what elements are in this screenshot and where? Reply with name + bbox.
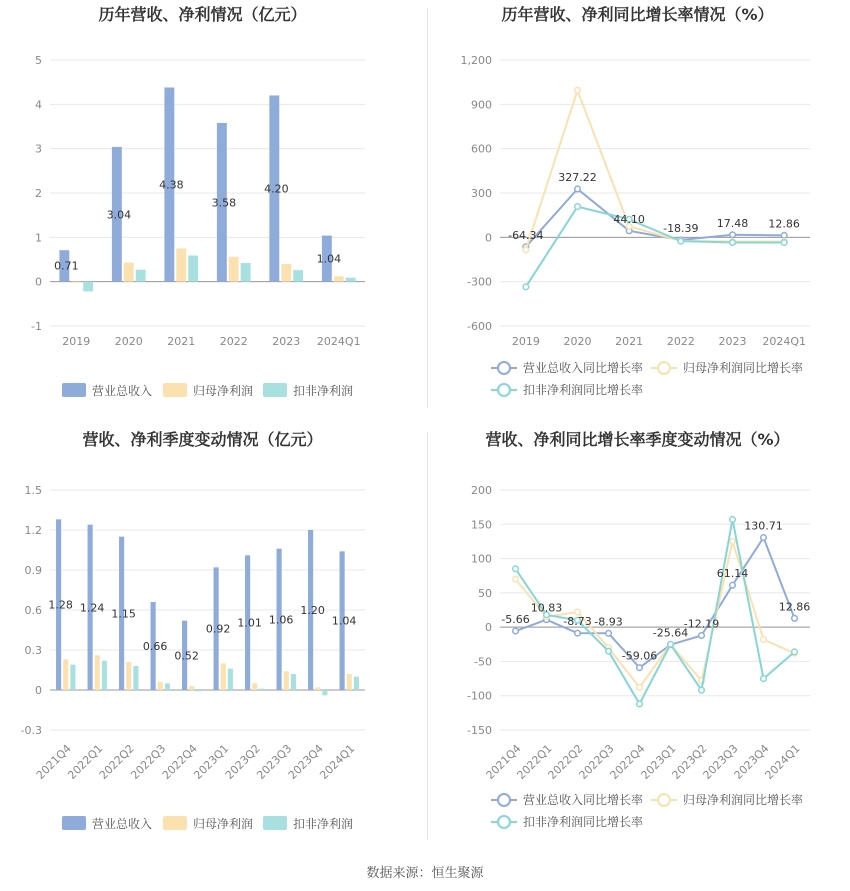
x-tick-label: 2022Q4 xyxy=(159,741,200,782)
x-tick-label: 2023 xyxy=(718,335,747,348)
bar-net-profit xyxy=(176,248,186,281)
x-tick-label: 2021 xyxy=(615,335,644,348)
bar-deducted-profit xyxy=(228,669,233,690)
bar-deducted-profit xyxy=(322,690,327,695)
data-label: 1.28 xyxy=(48,598,73,612)
data-label: 1.04 xyxy=(331,614,357,628)
y-tick-label: 4 xyxy=(35,98,42,112)
data-label: 10.83 xyxy=(530,601,563,615)
data-point xyxy=(730,582,736,588)
x-tick-label: 2019 xyxy=(62,335,91,348)
y-tick-label: 50 xyxy=(478,586,492,600)
legend-swatch xyxy=(62,383,86,397)
data-point xyxy=(761,676,767,682)
data-point xyxy=(699,687,705,693)
data-point xyxy=(637,685,643,691)
x-tick-label: 2024Q1 xyxy=(316,335,361,348)
data-point xyxy=(513,576,519,582)
legend-label: 扣非净利润 xyxy=(293,817,354,831)
legend-label: 扣非净利润 xyxy=(293,384,354,398)
legend-marker xyxy=(658,362,670,374)
x-tick-label: 2024Q1 xyxy=(762,741,803,782)
bar-net-profit xyxy=(252,683,257,690)
legend-swatch xyxy=(62,816,86,830)
y-tick-label: 0 xyxy=(35,684,42,697)
y-tick-label: 1 xyxy=(35,231,42,245)
x-tick-label: 2023 xyxy=(272,335,301,348)
x-tick-label: 2023Q2 xyxy=(222,741,263,782)
x-tick-label: 2022Q2 xyxy=(96,741,137,782)
data-point xyxy=(513,566,519,572)
data-label: -12.19 xyxy=(683,617,720,631)
legend-label: 归母净利润同比增长率 xyxy=(683,793,804,807)
data-label: -25.64 xyxy=(652,626,689,640)
legend-label: 归母净利润 xyxy=(193,384,254,398)
bar-net-profit xyxy=(124,263,134,282)
bar-net-profit xyxy=(281,264,291,282)
annual-revenue-profit-chart xyxy=(0,0,425,420)
y-tick-label: 3 xyxy=(35,142,42,156)
y-tick-label: -300 xyxy=(467,275,492,289)
vertical-divider-top xyxy=(427,8,428,408)
data-point xyxy=(523,284,529,290)
data-label: 0.52 xyxy=(174,649,199,663)
data-point xyxy=(513,628,519,634)
data-point xyxy=(730,240,736,246)
bar-deducted-profit xyxy=(354,677,359,690)
data-label: 1.06 xyxy=(268,613,294,627)
data-point xyxy=(761,535,767,541)
annual-growth-rate-chart xyxy=(425,0,850,420)
data-point xyxy=(730,539,736,545)
quarterly-revenue-profit-chart xyxy=(0,425,425,865)
legend-marker xyxy=(498,794,510,806)
data-label: 0.66 xyxy=(142,640,168,653)
y-tick-label: 0 xyxy=(485,621,492,635)
bar-deducted-profit xyxy=(291,674,296,690)
x-tick-label: 2023Q1 xyxy=(191,741,232,782)
data-point xyxy=(678,238,684,244)
y-tick-label: 1.5 xyxy=(24,484,42,497)
bar-net-profit xyxy=(229,257,239,282)
chart-svg xyxy=(0,425,425,865)
data-label: 44.10 xyxy=(613,212,645,226)
chart-title: 营收、净利季度变动情况（亿元） xyxy=(82,430,323,449)
y-tick-label: -0.3 xyxy=(20,724,42,737)
y-tick-label: 0 xyxy=(485,231,492,245)
legend-swatch xyxy=(263,816,287,830)
data-point xyxy=(668,641,674,647)
chart-svg xyxy=(425,0,850,420)
data-point xyxy=(730,232,736,238)
x-tick-label: 2023Q1 xyxy=(638,741,679,782)
data-point xyxy=(637,665,643,671)
legend-label: 归母净利润同比增长率 xyxy=(683,361,804,375)
data-label: 1.01 xyxy=(237,616,262,630)
bar-net-profit xyxy=(126,662,131,690)
y-tick-label: -150 xyxy=(467,724,492,737)
y-tick-label: -50 xyxy=(474,655,492,669)
x-tick-label: 2020 xyxy=(114,335,143,348)
data-point xyxy=(606,648,612,654)
bar-net-profit xyxy=(189,686,194,690)
x-tick-label: 2022Q3 xyxy=(128,741,169,782)
data-label: 12.86 xyxy=(768,217,800,231)
y-tick-label: -600 xyxy=(467,320,492,333)
bar-deducted-profit xyxy=(241,263,251,282)
bar-deducted-profit xyxy=(70,665,75,690)
data-point xyxy=(699,633,705,639)
bar-net-profit xyxy=(315,687,320,690)
data-point xyxy=(761,637,767,643)
x-tick-label: 2021Q4 xyxy=(483,741,524,782)
data-label: 61.14 xyxy=(716,567,749,581)
x-tick-label: 2020 xyxy=(563,335,592,348)
y-tick-label: 0 xyxy=(35,275,42,289)
y-tick-label: 0.6 xyxy=(24,604,42,617)
data-label: 1.24 xyxy=(79,601,105,615)
bar-net-profit xyxy=(347,674,352,690)
bar-net-profit xyxy=(158,682,163,690)
y-tick-label: -100 xyxy=(467,689,492,703)
quarterly-growth-rate-chart xyxy=(425,425,850,865)
x-tick-label: 2021 xyxy=(167,335,196,348)
legend-swatch xyxy=(263,383,287,397)
data-point xyxy=(781,240,787,246)
x-tick-label: 2021Q4 xyxy=(33,741,74,782)
data-label: -8.93 xyxy=(594,615,623,629)
data-point xyxy=(792,616,798,622)
data-label: 130.71 xyxy=(744,519,783,533)
bar-net-profit xyxy=(63,659,68,690)
data-point xyxy=(637,701,643,707)
x-tick-label: 2022Q4 xyxy=(607,741,648,782)
data-label: -59.06 xyxy=(621,649,658,663)
y-tick-label: 0.9 xyxy=(24,564,42,577)
data-point xyxy=(575,204,581,210)
legend-label: 营业总收入 xyxy=(92,817,153,831)
data-label: 4.20 xyxy=(264,182,289,196)
x-tick-label: 2023Q2 xyxy=(669,741,710,782)
bar-deducted-profit xyxy=(83,282,93,292)
data-point xyxy=(792,649,798,655)
data-label: 12.86 xyxy=(778,600,811,614)
data-label: 3.04 xyxy=(106,208,132,222)
data-point xyxy=(575,609,581,615)
x-tick-label: 2023Q4 xyxy=(731,741,772,782)
data-label: 327.22 xyxy=(558,170,597,184)
data-label: 4.38 xyxy=(159,178,184,192)
data-label: 1.20 xyxy=(300,604,325,617)
x-tick-label: 2022 xyxy=(666,335,695,348)
chart-title: 历年营收、净利情况（亿元） xyxy=(98,5,307,24)
data-label: 0.92 xyxy=(205,622,231,636)
chart-title: 历年营收、净利同比增长率情况（%） xyxy=(501,5,774,24)
chart-svg xyxy=(425,425,850,865)
data-label: 1.04 xyxy=(316,252,342,266)
data-label: 0.71 xyxy=(54,259,79,273)
data-label: -64.34 xyxy=(508,228,544,242)
x-tick-label: 2023Q3 xyxy=(254,741,295,782)
chart-title: 营收、净利同比增长率季度变动情况（%） xyxy=(485,430,790,449)
bar-deducted-profit xyxy=(346,278,356,282)
data-label: 3.58 xyxy=(211,196,237,210)
data-label: -18.39 xyxy=(663,222,699,236)
legend-swatch xyxy=(163,383,187,397)
y-tick-label: 0.3 xyxy=(24,644,42,657)
bar-deducted-profit xyxy=(188,256,198,282)
data-point xyxy=(575,87,581,93)
y-tick-label: -1 xyxy=(31,320,42,333)
y-tick-label: 5 xyxy=(35,54,42,67)
data-label: 1.15 xyxy=(111,607,136,621)
y-tick-label: 300 xyxy=(471,187,492,200)
data-point xyxy=(523,247,529,253)
data-label: -8.73 xyxy=(563,615,592,629)
bar-net-profit xyxy=(71,282,81,283)
x-tick-label: 2022Q1 xyxy=(514,741,555,782)
data-point xyxy=(606,630,612,636)
bar-deducted-profit xyxy=(293,270,303,282)
legend-label: 扣非净利润同比增长率 xyxy=(523,815,644,829)
legend-label: 营业总收入 xyxy=(92,384,153,398)
x-tick-label: 2024Q1 xyxy=(317,741,358,782)
bar-deducted-profit xyxy=(196,690,201,691)
x-tick-label: 2023Q4 xyxy=(285,741,326,782)
bar-deducted-profit xyxy=(102,661,107,690)
data-point xyxy=(781,233,787,239)
bar-net-profit xyxy=(95,655,100,690)
y-tick-label: 600 xyxy=(471,142,492,156)
bar-net-profit xyxy=(284,671,289,690)
x-tick-label: 2022Q1 xyxy=(65,741,106,782)
y-tick-label: 2 xyxy=(35,187,42,200)
vertical-divider-bottom xyxy=(427,432,428,840)
bar-deducted-profit xyxy=(133,666,138,690)
legend-swatch xyxy=(163,816,187,830)
data-label: 17.48 xyxy=(716,216,749,230)
legend-label: 归母净利润 xyxy=(193,817,254,831)
chart-svg xyxy=(0,0,425,420)
legend-marker xyxy=(498,816,510,828)
legend-label: 营业总收入同比增长率 xyxy=(523,361,644,375)
data-label: -5.66 xyxy=(501,613,530,627)
data-point xyxy=(575,630,581,636)
x-tick-label: 2022 xyxy=(219,335,248,348)
y-tick-label: 150 xyxy=(471,518,492,532)
legend-marker xyxy=(658,794,670,806)
legend-label: 扣非净利润同比增长率 xyxy=(523,383,644,397)
x-tick-label: 2022Q2 xyxy=(545,741,586,782)
bar-deducted-profit xyxy=(259,689,264,690)
data-point xyxy=(575,186,581,192)
bar-net-profit xyxy=(221,663,226,690)
bar-net-profit xyxy=(334,276,344,281)
y-tick-label: 1.2 xyxy=(24,524,42,537)
x-tick-label: 2024Q1 xyxy=(762,335,806,348)
y-tick-label: 100 xyxy=(471,552,492,566)
y-tick-label: 200 xyxy=(471,484,492,497)
x-tick-label: 2022Q3 xyxy=(576,741,617,782)
data-point xyxy=(730,517,736,523)
x-tick-label: 2023Q3 xyxy=(700,741,741,782)
y-tick-label: 1,200 xyxy=(460,54,492,67)
legend-marker xyxy=(498,362,510,374)
legend-marker xyxy=(498,384,510,396)
data-source-note: 数据来源：恒生聚源 xyxy=(366,866,484,881)
legend-label: 营业总收入同比增长率 xyxy=(523,793,644,807)
x-tick-label: 2019 xyxy=(511,335,540,348)
bar-deducted-profit xyxy=(136,270,146,282)
bar-deducted-profit xyxy=(165,683,170,690)
y-tick-label: 900 xyxy=(471,98,492,112)
